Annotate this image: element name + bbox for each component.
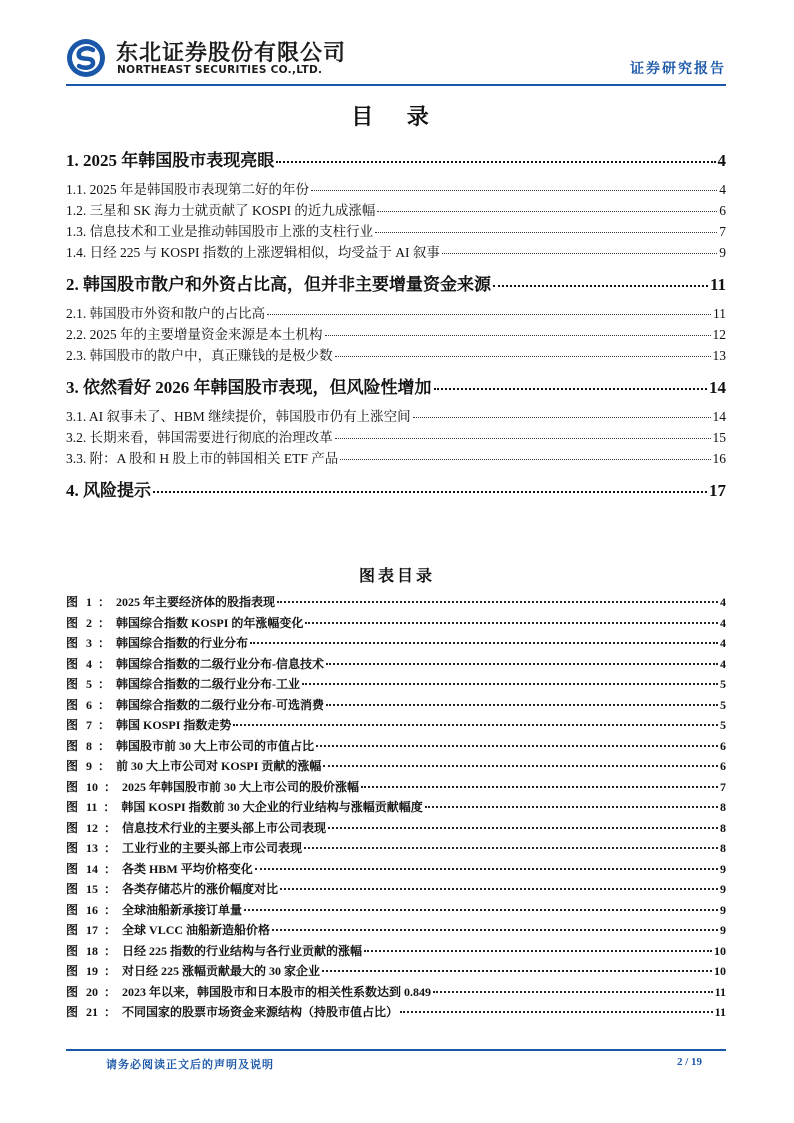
toc-subsection-page: 16 [712,451,726,466]
toc-subsection-page: 14 [712,409,726,424]
dot-leader [322,970,712,972]
dot-leader [233,724,718,726]
figure-number: 13 [86,841,99,855]
figure-entry-label [66,860,253,877]
figure-entry[interactable] [66,983,726,1004]
dot-leader [335,356,711,357]
toc-section[interactable] [66,476,726,500]
figure-number: 5 [86,677,93,691]
figure-entry-page: 11 [714,1005,726,1019]
figure-number: 18 [86,943,99,958]
figure-number: 12 [86,820,99,835]
table-of-contents [66,142,726,508]
toc-subsection-text: 1.3. 信息技术和工业是推动韩国股市上涨的支柱行业 [66,224,374,239]
figure-entry-label [66,614,303,631]
page-header [66,36,726,84]
toc-section-label [66,270,491,295]
figure-entry[interactable] [66,696,726,717]
figure-entry[interactable] [66,634,726,655]
company-logo-icon [66,38,106,78]
figure-colon: ： [104,902,117,917]
dot-leader [335,438,711,439]
figure-colon: ： [104,1005,117,1019]
toc-section-group [66,270,726,365]
figure-entry-text: 韩国 KOSPI 指数走势 [116,718,232,732]
dot-leader [255,868,718,870]
dot-leader [316,745,718,747]
brand-name-en: NORTHEAST SECURITIES CO.,LTD. [117,64,323,76]
dot-leader [433,991,713,993]
figure-entry[interactable] [66,1003,726,1024]
toc-subsection-label [66,178,309,198]
figure-prefix: 图 [66,615,79,630]
dot-leader [311,190,717,191]
dot-leader [305,622,718,624]
toc-subsection-text: 1.2. 三星和 SK 海力士就贡献了 KOSPI 的近九成涨幅 [66,203,376,218]
figure-entry-page: 6 [720,738,726,753]
toc-section-group [66,476,726,500]
figure-prefix: 图 [66,759,79,773]
figure-entry-page: 5 [720,718,726,732]
figure-entry-text: 信息技术行业的主要头部上市公司表现 [122,820,327,835]
figure-number: 20 [86,984,99,999]
dot-leader [326,704,718,706]
figure-number: 17 [86,923,99,937]
figure-prefix: 图 [66,800,79,814]
toc-subsection-text: 1.4. 日经 225 与 KOSPI 指数的上涨逻辑相似，均受益于 AI 叙事 [66,245,440,260]
figure-prefix: 图 [66,861,79,876]
dot-leader [493,285,708,287]
figure-entry-text: 2023 年以来，韩国股市和日本股市的相关性系数达到 0.849 [122,984,432,999]
figure-entry-text: 全球 VLCC 油船新造船价格 [122,923,271,937]
figure-colon: ： [104,923,117,937]
toc-subsection[interactable] [66,323,726,344]
toc-subsection[interactable] [66,426,726,447]
figure-entry-text: 韩国股市前 30 大上市公司的市值占比 [116,738,315,753]
dot-leader [377,211,717,212]
figure-number: 19 [86,964,99,978]
toc-section[interactable] [66,373,726,397]
toc-subsection-page: 13 [712,348,726,363]
toc-section-page: 4 [717,151,726,170]
toc-subsection-page: 6 [719,203,726,218]
figure-list [66,593,726,1024]
figure-colon: ： [98,738,111,753]
dot-leader [425,806,718,808]
figure-entry[interactable] [66,737,726,758]
figure-prefix: 图 [66,595,79,609]
footer-disclaimer[interactable]: 请务必阅读正文后的声明及说明 [106,1059,274,1071]
dot-leader [325,335,711,336]
toc-section[interactable] [66,146,726,170]
toc-title: 目 录 [351,104,443,129]
figure-prefix: 图 [66,923,79,937]
figure-colon: ： [98,677,111,691]
dot-leader [326,663,718,665]
figure-number: 3 [86,636,93,650]
figure-number: 11 [86,800,98,814]
figure-entry[interactable] [66,798,726,819]
figure-entry-page: 5 [720,697,726,712]
toc-subsection-text: 2.3. 韩国股市的散户中，真正赚钱的是极少数 [66,348,333,363]
figure-entry-page: 8 [720,841,726,855]
figure-number: 14 [86,861,99,876]
figure-entry-page: 10 [714,964,726,978]
toc-subsection-label [66,220,373,240]
figure-entry-label [66,757,321,774]
figure-entry-text: 各类存储芯片的涨价幅度对比 [122,882,279,896]
figure-prefix: 图 [66,964,79,978]
figure-colon: ： [98,636,111,650]
figure-entry[interactable] [66,675,726,696]
figure-prefix: 图 [66,656,79,671]
figure-entry-page: 9 [720,923,726,937]
figure-entry[interactable] [66,839,726,860]
toc-subsection-page: 11 [713,306,726,321]
toc-subsection-label [66,344,333,364]
figure-entry[interactable] [66,921,726,942]
toc-subsection-label [66,323,323,343]
figure-entry-label [66,1003,398,1020]
figure-entry[interactable] [66,942,726,963]
toc-section-text: 4. 风险提示 [66,481,151,500]
figure-colon: ： [104,882,117,896]
dot-leader [442,253,717,254]
toc-subsection-text: 1.1. 2025 年是韩国股市表现第二好的年份 [66,182,309,197]
toc-subsection-text: 3.1. AI 叙事未了、HBM 继续提价，韩国股市仍有上涨空间 [66,409,411,424]
figure-entry-page: 4 [720,615,726,630]
figure-number: 8 [86,738,93,753]
figure-entry[interactable] [66,778,726,799]
toc-subsection[interactable] [66,405,726,426]
dot-leader [267,314,711,315]
toc-subsection[interactable] [66,199,726,220]
dot-leader [328,827,718,829]
figure-entry-label [66,593,275,610]
figure-entry-label [66,655,324,672]
figure-entry-label [66,901,242,918]
figure-entry[interactable] [66,901,726,922]
toc-section[interactable] [66,270,726,294]
figure-entry-label [66,798,423,815]
toc-subsection[interactable] [66,220,726,241]
figure-number: 15 [86,882,99,896]
figure-number: 2 [86,615,93,630]
figure-entry-label [66,778,359,795]
figure-number: 6 [86,697,93,712]
toc-subsection-page: 12 [712,327,726,342]
toc-section-label [66,146,274,171]
figure-prefix: 图 [66,718,79,732]
figure-number: 10 [86,779,99,794]
figure-entry-text: 日经 225 指数的行业结构与各行业贡献的涨幅 [122,943,363,958]
figure-entry-label [66,737,314,754]
toc-section-text: 1. 2025 年韩国股市表现亮眼 [66,151,275,170]
figure-entry-page: 10 [714,943,726,958]
toc-subsection[interactable] [66,302,726,323]
header-divider [66,84,726,86]
figure-entry-label [66,880,278,897]
figure-colon: ： [104,779,117,794]
dot-leader [364,950,712,952]
figure-entry-text: 韩国综合指数的二级行业分布-工业 [116,677,301,691]
toc-subsection-label [66,426,333,446]
figure-entry-text: 韩国综合指数的二级行业分布-信息技术 [116,656,325,671]
figure-colon: ： [98,595,111,609]
figure-entry[interactable] [66,962,726,983]
figure-number: 7 [86,718,93,732]
figure-colon: ： [98,615,111,630]
toc-subsection-text: 3.3. 附：A 股和 H 股上市的韩国相关 ETF 产品 [66,451,339,466]
figure-number: 21 [86,1005,99,1019]
figure-entry[interactable] [66,655,726,676]
figure-entry-text: 2025 年韩国股市前 30 大上市公司的股价涨幅 [122,779,360,794]
toc-section-page: 11 [709,275,726,294]
toc-section-group [66,373,726,468]
figure-entry-text: 韩国综合指数的行业分布 [116,636,249,650]
figure-entry-page: 8 [720,800,726,814]
figure-colon: ： [104,984,117,999]
figure-number: 1 [86,595,93,609]
toc-subsection[interactable] [66,241,726,262]
report-type: 证券研究报告 [630,62,726,77]
figure-entry-text: 不同国家的股票市场资金来源结构（持股市值占比） [122,1005,399,1019]
toc-section-page: 14 [709,378,726,397]
figure-entry-label [66,921,270,938]
dot-leader [304,847,718,849]
figure-entry[interactable] [66,614,726,635]
figure-colon: ： [98,697,111,712]
figure-entry-page: 9 [720,902,726,917]
figure-entry-label [66,942,362,959]
figure-colon: ： [104,820,117,835]
figure-entry-page: 4 [720,636,726,650]
figure-entry-text: 韩国 KOSPI 指数前 30 大企业的行业结构与涨幅贡献幅度 [121,800,423,814]
figure-prefix: 图 [66,636,79,650]
dot-leader [280,888,718,890]
figure-entry[interactable] [66,819,726,840]
figure-entry-page: 4 [720,595,726,609]
figure-entry-label [66,696,324,713]
figure-prefix: 图 [66,820,79,835]
figure-entry-text: 韩国综合指数的二级行业分布-可选消费 [116,697,325,712]
dot-leader [272,929,718,931]
dot-leader [434,388,708,390]
dot-leader [400,1011,713,1013]
figure-prefix: 图 [66,943,79,958]
dot-leader [340,459,710,460]
figure-entry[interactable] [66,880,726,901]
figure-entry-text: 各类 HBM 平均价格变化 [122,861,253,876]
footer-divider [66,1049,726,1051]
figure-entry-label [66,634,248,651]
figure-prefix: 图 [66,902,79,917]
figure-entry-text: 2025 年主要经济体的股指表现 [116,595,276,609]
dot-leader [302,683,718,685]
figure-entry-page: 8 [720,820,726,835]
figure-entry-page: 5 [720,677,726,691]
toc-subsection-page: 15 [712,430,726,445]
dot-leader [361,786,718,788]
figure-prefix: 图 [66,697,79,712]
figure-entry-label [66,675,300,692]
dot-leader [276,161,715,163]
figure-prefix: 图 [66,882,79,896]
figure-entry-page: 11 [714,984,726,999]
toc-subsection-label [66,302,265,322]
figure-entry-page: 7 [720,779,726,794]
toc-section-group [66,146,726,262]
figure-number: 4 [86,656,93,671]
figure-number: 9 [86,759,93,773]
figure-prefix: 图 [66,984,79,999]
page-number: 2 / 19 [676,1056,702,1068]
figure-entry-text: 对日经 225 涨幅贡献最大的 30 家企业 [122,964,321,978]
toc-subsection-text: 2.2. 2025 年的主要增量资金来源是本土机构 [66,327,323,342]
figure-prefix: 图 [66,779,79,794]
dot-leader [323,765,718,767]
figure-prefix: 图 [66,677,79,691]
figure-entry-page: 9 [720,882,726,896]
figure-entry-text: 全球油船新承接订单量 [122,902,243,917]
figure-prefix: 图 [66,841,79,855]
toc-subsection[interactable] [66,178,726,199]
toc-section-text: 3. 依然看好 2026 年韩国股市表现，但风险性增加 [66,378,432,397]
figure-entry-page: 4 [720,656,726,671]
dot-leader [277,601,718,603]
figure-entry-label [66,962,320,979]
toc-subsection[interactable] [66,447,726,468]
toc-subsection-label [66,199,375,219]
toc-subsection-label [66,405,411,425]
toc-subsection-page: 4 [719,182,726,197]
figure-prefix: 图 [66,738,79,753]
figure-colon: ： [104,964,117,978]
figure-colon: ： [104,841,117,855]
figure-entry-text: 前 30 大上市公司对 KOSPI 贡献的涨幅 [116,759,322,773]
figure-entry[interactable] [66,860,726,881]
dot-leader [250,642,718,644]
dot-leader [375,232,717,233]
toc-section-label [66,373,432,398]
figure-entry[interactable] [66,593,726,614]
figure-entry-text: 韩国综合指数 KOSPI 的年涨幅变化 [116,615,304,630]
figure-colon: ： [104,861,117,876]
dot-leader [153,491,707,493]
figure-colon: ： [104,943,117,958]
toc-subsection-text: 3.2. 长期来看，韩国需要进行彻底的治理改革 [66,430,333,445]
toc-subsection[interactable] [66,344,726,365]
figure-entry-text: 工业行业的主要头部上市公司表现 [122,841,303,855]
toc-subsection-page: 7 [719,224,726,239]
figure-number: 16 [86,902,99,917]
dot-leader [413,417,711,418]
brand-name-cn: 东北证券股份有限公司 [116,41,347,66]
toc-subsection-page: 9 [719,245,726,260]
toc-section-page: 17 [709,481,726,500]
figures-title: 图表目录 [358,568,435,585]
figure-colon: ： [98,759,111,773]
figure-entry-page: 6 [720,759,726,773]
toc-subsection-text: 2.1. 韩国股市外资和散户的占比高 [66,306,266,321]
toc-subsection-label [66,447,338,467]
toc-section-label [66,476,151,501]
figure-entry-label [66,983,431,1000]
toc-subsection-label [66,241,440,261]
figure-entry-label [66,819,326,836]
figure-colon: ： [103,800,116,814]
figure-entry-label [66,716,231,733]
dot-leader [244,909,718,911]
figure-colon: ： [98,656,111,671]
figure-entry[interactable] [66,716,726,737]
toc-section-text: 2. 韩国股市散户和外资占比高，但并非主要增量资金来源 [66,275,491,294]
figure-entry[interactable] [66,757,726,778]
figure-entry-label [66,839,302,856]
figure-colon: ： [98,718,111,732]
figure-prefix: 图 [66,1005,79,1019]
figure-entry-page: 9 [720,861,726,876]
